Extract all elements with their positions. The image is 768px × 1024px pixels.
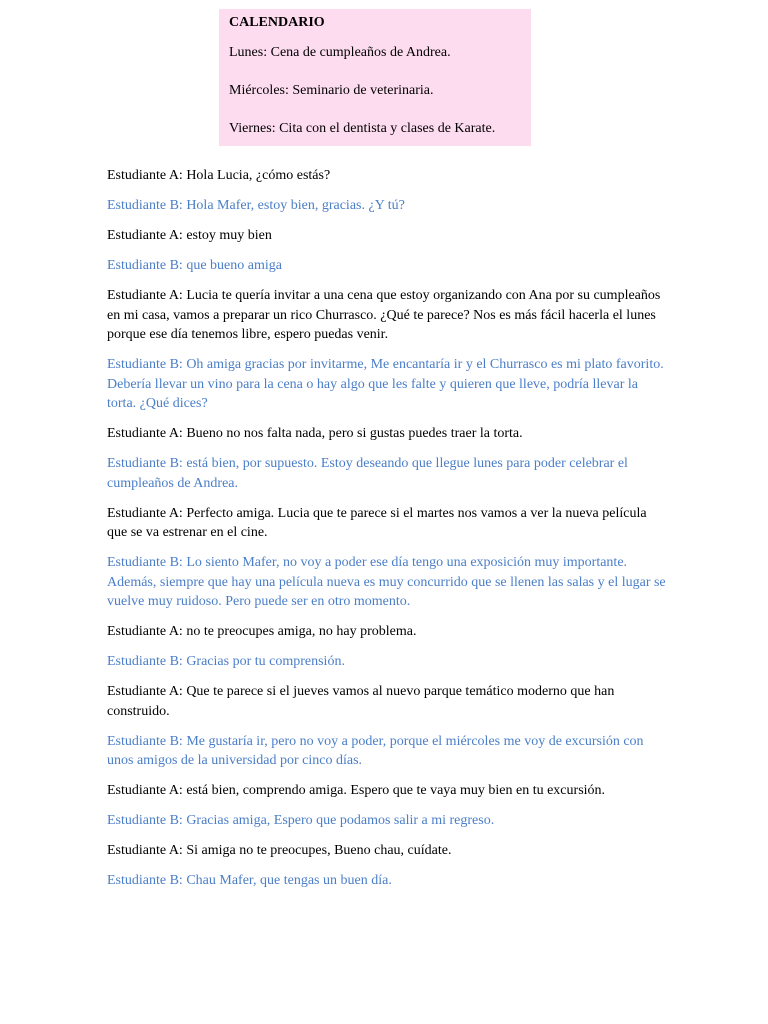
dialogue-line-student-b: Estudiante B: Oh amiga gracias por invitarme, Me encantaría ir y el Churrasco es mi plato favorito. Debería llevar un vino para la cena o hay algo que les falte y quieren que lleve, podría llevar la torta. ¿Qué dices?: [107, 357, 664, 411]
dialogue-line-student-a: Estudiante A: Hola Lucia, ¿cómo estás?: [107, 168, 331, 183]
calendar-entry-wednesday: Miércoles: Seminario de veterinaria.: [229, 83, 434, 98]
dialogue-line-student-b: Estudiante B: Me gustaría ir, pero no voy a poder, porque el miércoles me voy de excursión con unos amigos de la universidad por cinco días.: [107, 733, 644, 768]
dialogue-line-student-a: Estudiante A: Si amiga no te preocupes, Bueno chau, cuídate.: [107, 843, 452, 858]
dialogue-line-student-b: Estudiante B: está bien, por supuesto. Estoy deseando que llegue lunes para poder celebrar el cumpleaños de Andrea.: [107, 456, 628, 491]
dialogue-line-student-a: Estudiante A: no te preocupes amiga, no hay problema.: [107, 624, 417, 639]
dialogue-line-student-a: Estudiante A: Bueno no nos falta nada, pero si gustas puedes traer la torta.: [107, 426, 523, 441]
calendar-entry-monday: Lunes: Cena de cumpleaños de Andrea.: [229, 45, 451, 60]
dialogue-line-student-b: Estudiante B: que bueno amiga: [107, 258, 282, 273]
dialogue-line-student-b: Estudiante B: Chau Mafer, que tengas un buen día.: [107, 873, 392, 888]
dialogue-line-student-a: Estudiante A: está bien, comprendo amiga. Espero que te vaya muy bien en tu excursión.: [107, 783, 606, 798]
dialogue-line-student-b: Estudiante B: Gracias amiga, Espero que podamos salir a mi regreso.: [107, 813, 495, 828]
calendar-box: [219, 9, 531, 146]
dialogue-line-student-b: Estudiante B: Hola Mafer, estoy bien, gracias. ¿Y tú?: [107, 198, 405, 213]
calendar-entry-friday: Viernes: Cita con el dentista y clases de Karate.: [229, 121, 496, 136]
dialogue-line-student-a: Estudiante A: estoy muy bien: [107, 228, 272, 243]
dialogue-line-student-b: Estudiante B: Gracias por tu comprensión.: [107, 654, 345, 669]
dialogue-line-student-a: Estudiante A: Lucia te quería invitar a una cena que estoy organizando con Ana por su cumpleaños en mi casa, vamos a preparar un rico Churrasco. ¿Qué te parece? Nos es más fácil hacerla el lunes porque ese día tenemos libre, espero puedas venir.: [107, 288, 661, 342]
calendar-title: CALENDARIO: [229, 15, 325, 30]
dialogue-line-student-a: Estudiante A: Que te parece si el jueves vamos al nuevo parque temático moderno que han construido.: [107, 684, 615, 719]
dialogue: [107, 166, 667, 901]
dialogue-line-student-a: Estudiante A: Perfecto amiga. Lucia que te parece si el martes nos vamos a ver la nueva película que se va estrenar en el cine.: [107, 505, 647, 540]
dialogue-line-student-b: Estudiante B: Lo siento Mafer, no voy a poder ese día tengo una exposición muy importante. Además, siempre que hay una película nueva es muy concurrido que se llenen las salas y el lugar se vuelve muy ruidoso. Pero puede ser en otro momento.: [107, 555, 666, 609]
